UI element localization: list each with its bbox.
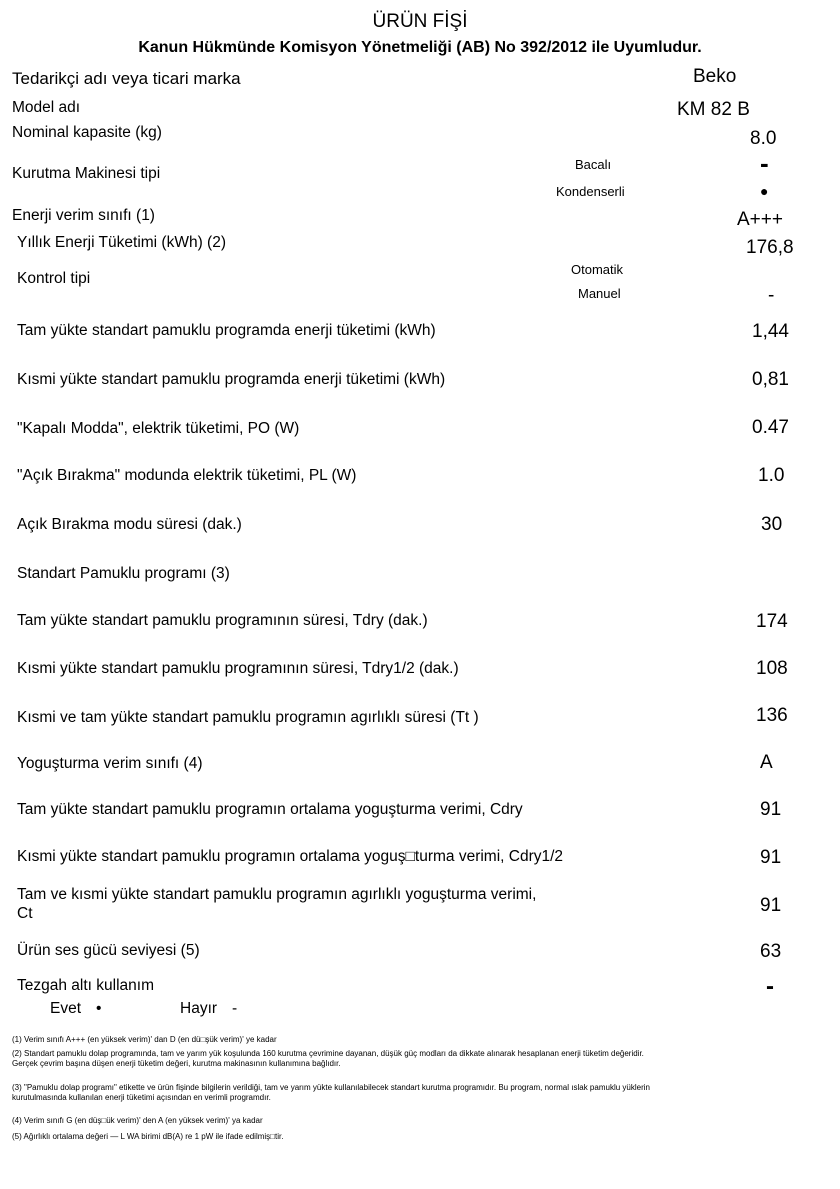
manual-label: Manuel xyxy=(578,286,621,301)
partial-load-time-label: Kısmi yükte standart pamuklu programının süresi, Tdry1/2 (dak.) xyxy=(17,660,459,677)
left-on-duration-label: Açık Bırakma modu süresi (dak.) xyxy=(17,516,242,533)
built-in-no-value: - xyxy=(232,1000,238,1017)
full-load-time-label: Tam yükte standart pamuklu programının süresi, Tdry (dak.) xyxy=(17,612,428,629)
left-on-mode-label: "Açık Bırakma" modunda elektrik tüketimi, PL (W) xyxy=(17,467,357,484)
partial-load-condensation-value: 91 xyxy=(760,847,782,868)
page-subtitle: Kanun Hükmünde Komisyon Yönetmeliği (AB) No 392/2012 ile Uyumludur. xyxy=(138,39,702,56)
weighted-condensation-label-line1: Tam ve kısmi yükte standart pamuklu programın agırlıklı yoguşturma verimi, xyxy=(17,886,537,903)
partial-load-energy-label: Kısmi yükte standart pamuklu programda enerji tüketimi (kWh) xyxy=(17,371,446,388)
weighted-time-label: Kısmi ve tam yükte standart pamuklu programın agırlıklı süresi (Tt ) xyxy=(17,709,479,726)
manual-value: - xyxy=(768,285,775,306)
footnote-4: (4) Verim sınıfı G (en düş□ük verim)' den A (en yüksek verim)' ya kadar xyxy=(12,1116,263,1125)
footnote-3: (3) "Pamuklu dolap programı" etikette ve ürün fişinde bilgilerin verildiği, tam ve yarım yükte kullanılabilecek standart kurutma programıdır. Bu program, normal ıslak pamuklu yüklerin kurutulmasında kullanılan enerji tüketimi açısından en verimli programdır. xyxy=(12,1083,650,1103)
energy-class-value: A+++ xyxy=(737,209,783,230)
partial-load-energy-value: 0,81 xyxy=(752,369,789,390)
condensation-class-label: Yoguşturma verim sınıfı (4) xyxy=(17,755,203,772)
annual-energy-label: Yıllık Enerji Tüketimi (kWh) (2) xyxy=(17,234,226,251)
model-label: Model adı xyxy=(12,99,81,116)
capacity-value: 8.0 xyxy=(750,128,777,149)
off-mode-label: "Kapalı Modda", elektrik tüketimi, PO (W) xyxy=(17,420,300,437)
control-type-label: Kontrol tipi xyxy=(17,270,91,287)
footnote-5: (5) Ağırlıklı ortalama değeri — L WA birimi dB(A) re 1 pW ile ifade edilmiş□tir. xyxy=(12,1132,284,1141)
left-on-duration-value: 30 xyxy=(761,514,783,535)
footnote-1: (1) Verim sınıfı A+++ (en yüksek verim)' dan D (en dü□şük verim)' ye kadar xyxy=(12,1035,277,1044)
dryer-type-label: Kurutma Makinesi tipi xyxy=(12,165,161,182)
off-mode-value: 0.47 xyxy=(752,417,789,438)
annual-energy-value: 176,8 xyxy=(746,237,794,258)
model-value: KM 82 B xyxy=(677,99,750,120)
sound-power-value: 63 xyxy=(760,941,782,962)
full-load-condensation-label: Tam yükte standart pamuklu programın ortalama yoguşturma verimi, Cdry xyxy=(17,801,523,818)
vented-label: Bacalı xyxy=(575,157,612,172)
full-load-energy-label: Tam yükte standart pamuklu programda enerji tüketimi (kWh) xyxy=(17,322,436,339)
sound-power-label: Ürün ses gücü seviyesi (5) xyxy=(17,942,200,959)
partial-load-condensation-label: Kısmi yükte standart pamuklu programın ortalama yoguş□turma verimi, Cdry1/2 xyxy=(17,848,564,865)
footnote-2: (2) Standart pamuklu dolap programında, tam ve yarım yük koşulunda 160 kurutma çevrimine dayanan, düşük güç modları da dikkate alınarak hesaplanan enerji tüketim değeridir. Gerçek çevrim başına düşen enerji tüketim değeri, kurutma makinasının kullanımına bağlıdır. xyxy=(12,1049,644,1069)
built-in-no-label: Hayır xyxy=(180,1000,218,1017)
vented-value: - xyxy=(760,148,769,178)
condenser-label: Kondenserli xyxy=(556,184,625,199)
condenser-value: ● xyxy=(760,183,769,199)
full-load-time-value: 174 xyxy=(756,611,788,632)
built-in-value: - xyxy=(766,973,774,1000)
built-in-yes-value: • xyxy=(96,1000,102,1017)
page-title: ÜRÜN FİŞİ xyxy=(372,11,468,32)
weighted-condensation-label-line2: Ct xyxy=(17,905,33,922)
capacity-label: Nominal kapasite (kg) xyxy=(12,124,162,141)
weighted-condensation-value: 91 xyxy=(760,895,782,916)
built-in-label: Tezgah altı kullanım xyxy=(17,977,154,994)
full-load-energy-value: 1,44 xyxy=(752,321,789,342)
automatic-label: Otomatik xyxy=(571,262,624,277)
supplier-value: Beko xyxy=(693,66,737,87)
partial-load-time-value: 108 xyxy=(756,658,788,679)
full-load-condensation-value: 91 xyxy=(760,799,782,820)
left-on-mode-value: 1.0 xyxy=(758,465,785,486)
supplier-label: Tedarikçi adı veya ticari marka xyxy=(12,69,241,88)
weighted-time-value: 136 xyxy=(756,705,788,726)
built-in-yes-label: Evet xyxy=(50,1000,82,1017)
standard-program-label: Standart Pamuklu programı (3) xyxy=(17,565,230,582)
condensation-class-value: A xyxy=(760,752,773,773)
energy-class-label: Enerji verim sınıfı (1) xyxy=(12,207,155,224)
